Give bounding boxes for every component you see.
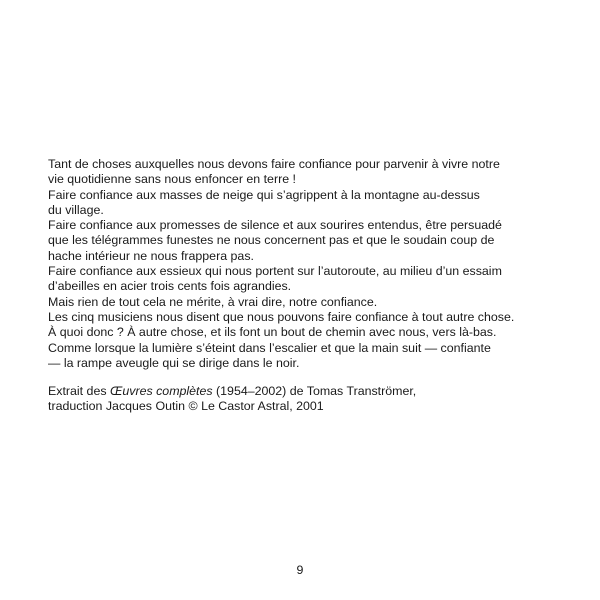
poem-line-continuation: hache intérieur ne nous frappera pas. — [48, 248, 254, 263]
credit-prefix: Extrait des — [48, 384, 110, 398]
poem-verse — [48, 188, 578, 219]
page-number: 9 — [296, 563, 304, 577]
poem-line-continuation: vie quotidienne sans nous enfoncer en terre ! — [48, 172, 296, 187]
poem-line-continuation: À quoi donc ? À autre chose, et ils font un bout de chemin avec nous, vers là-bas. — [48, 325, 497, 340]
source-credit — [48, 384, 568, 415]
poem-line: Faire confiance aux essieux qui nous portent sur l’autoroute, au milieu d’un essaim — [48, 264, 502, 279]
poem-line: Les cinq musiciens nous disent que nous pouvons faire confiance à tout autre chose. — [48, 309, 515, 324]
poem-line-continuation: — la rampe aveugle qui se dirige dans le noir. — [48, 355, 300, 370]
poem-line: Faire confiance aux promesses de silence et aux sourires entendus, être persuadé — [48, 218, 502, 233]
poem-line-continuation: d’abeilles en acier trois cents fois agrandies. — [48, 279, 292, 294]
credit-line-2: traduction Jacques Outin © Le Castor Astral, 2001 — [48, 399, 324, 414]
poem-line: Mais rien de tout cela ne mérite, à vrai dire, notre confiance. — [48, 294, 378, 309]
poem-verse — [48, 264, 578, 295]
poem-line: Tant de choses auxquelles nous devons faire confiance pour parvenir à vivre notre — [48, 157, 500, 171]
poem-line: Comme lorsque la lumière s’éteint dans l’escalier et que la main suit — confiante — [48, 340, 491, 355]
poem-verse — [48, 218, 578, 264]
poem-verse — [48, 310, 578, 341]
poem-line-continuation: du village. — [48, 202, 104, 217]
credit-suffix: (1954–2002) de Tomas Tranströmer, — [212, 384, 417, 398]
poem — [48, 157, 578, 371]
poem-line-continuation: que les télégrammes funestes ne nous concernent pas et que le soudain coup de — [48, 233, 495, 248]
credit-line-1 — [48, 384, 568, 399]
poem-verse — [48, 341, 578, 372]
poem-verse — [48, 295, 578, 310]
work-title: Œuvres complètes — [109, 384, 213, 398]
poem-line: Faire confiance aux masses de neige qui s’agrippent à la montagne au-dessus — [48, 187, 480, 202]
poem-verse — [48, 157, 578, 188]
